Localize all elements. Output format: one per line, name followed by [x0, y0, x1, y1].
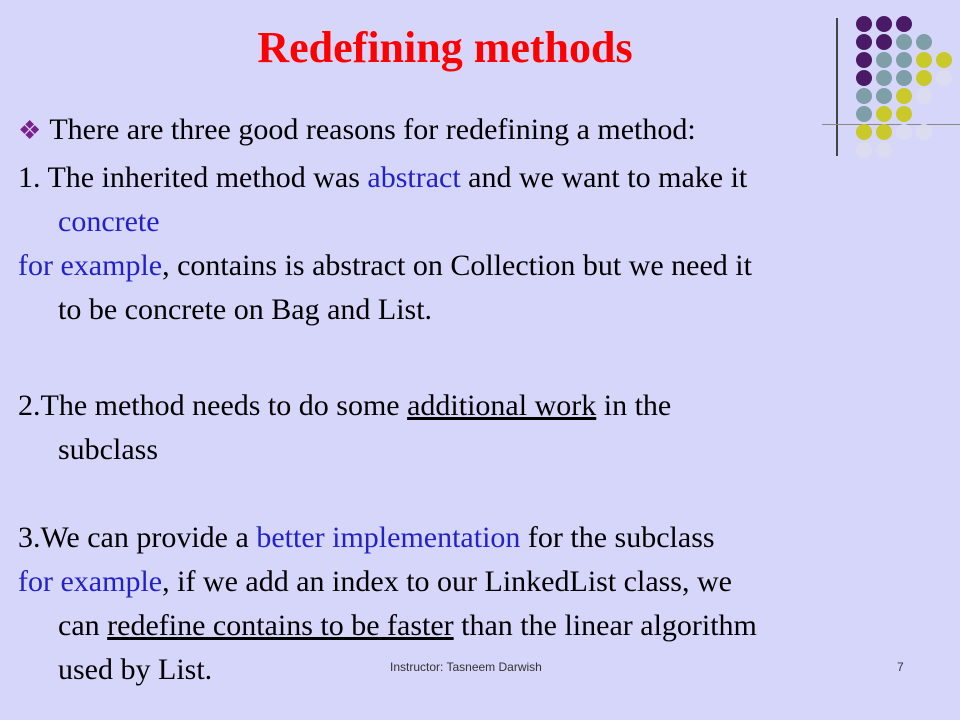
decorative-dot [856, 142, 872, 158]
reason-1-continuation: concrete [58, 205, 160, 238]
reason-3-prefix: 3.We can provide a [18, 521, 257, 554]
decorative-dot [916, 52, 932, 68]
decorative-dot [936, 52, 952, 68]
diamond-bullet-icon: ❖ [18, 116, 42, 145]
reason-2-suffix: in the [596, 389, 672, 422]
reason-1-highlight: abstract [367, 161, 461, 194]
example-1-continuation: to be concrete on Bag and List. [58, 293, 433, 326]
footer-instructor: Instructor: Tasneem Darwish [390, 660, 542, 674]
decorative-dot [936, 70, 952, 86]
decorative-dot [876, 106, 892, 122]
example-3-label: for example [18, 565, 163, 598]
example-3-cont-underlined: redefine contains to be faster [107, 609, 454, 642]
decorative-dot [896, 34, 912, 50]
example-3-continuation-2: used by List. [58, 653, 213, 686]
decorative-dot [896, 70, 912, 86]
example-3-continuation [58, 604, 757, 648]
slide-title: Redefining methods [257, 23, 633, 72]
example-3-text: , if we add an index to our LinkedList class, we [162, 565, 732, 598]
reason-1-prefix: 1. The inherited method was [18, 161, 368, 194]
reason-1 [18, 156, 747, 200]
reason-3-suffix: for the subclass [520, 521, 715, 554]
reason-3 [18, 516, 715, 560]
decorative-dot [876, 88, 892, 104]
example-3 [18, 560, 732, 604]
page-number: 7 [897, 660, 904, 674]
decorative-dot [896, 16, 912, 32]
decorative-dot [916, 34, 932, 50]
decorative-dot [856, 88, 872, 104]
decorative-dot [876, 124, 892, 140]
reason-2-underlined: additional work [407, 389, 597, 422]
example-3-cont-prefix: can [58, 609, 108, 642]
decorative-dot [896, 124, 912, 140]
reason-3-highlight: better implementation [256, 521, 521, 554]
intro-bullet [18, 108, 696, 153]
decorative-dot [916, 88, 932, 104]
decorative-dot [856, 124, 872, 140]
reason-2-prefix: 2.The method needs to do some [18, 389, 408, 422]
intro-text: There are three good reasons for redefining a method: [49, 113, 696, 146]
reason-2-continuation: subclass [58, 433, 158, 466]
reason-1-suffix: and we want to make it [460, 161, 748, 194]
example-1-label: for example [18, 249, 163, 282]
example-3-cont-suffix: than the linear algorithm [453, 609, 757, 642]
reason-2 [18, 384, 671, 428]
decorative-dot [916, 70, 932, 86]
decorative-dot [896, 88, 912, 104]
example-1 [18, 244, 752, 288]
decorative-dot [876, 142, 892, 158]
decorative-dot [896, 52, 912, 68]
decorative-dot [856, 106, 872, 122]
example-1-text: , contains is abstract on Collection but we need it [162, 249, 752, 282]
decorative-dot [916, 124, 932, 140]
decorative-dot [896, 106, 912, 122]
